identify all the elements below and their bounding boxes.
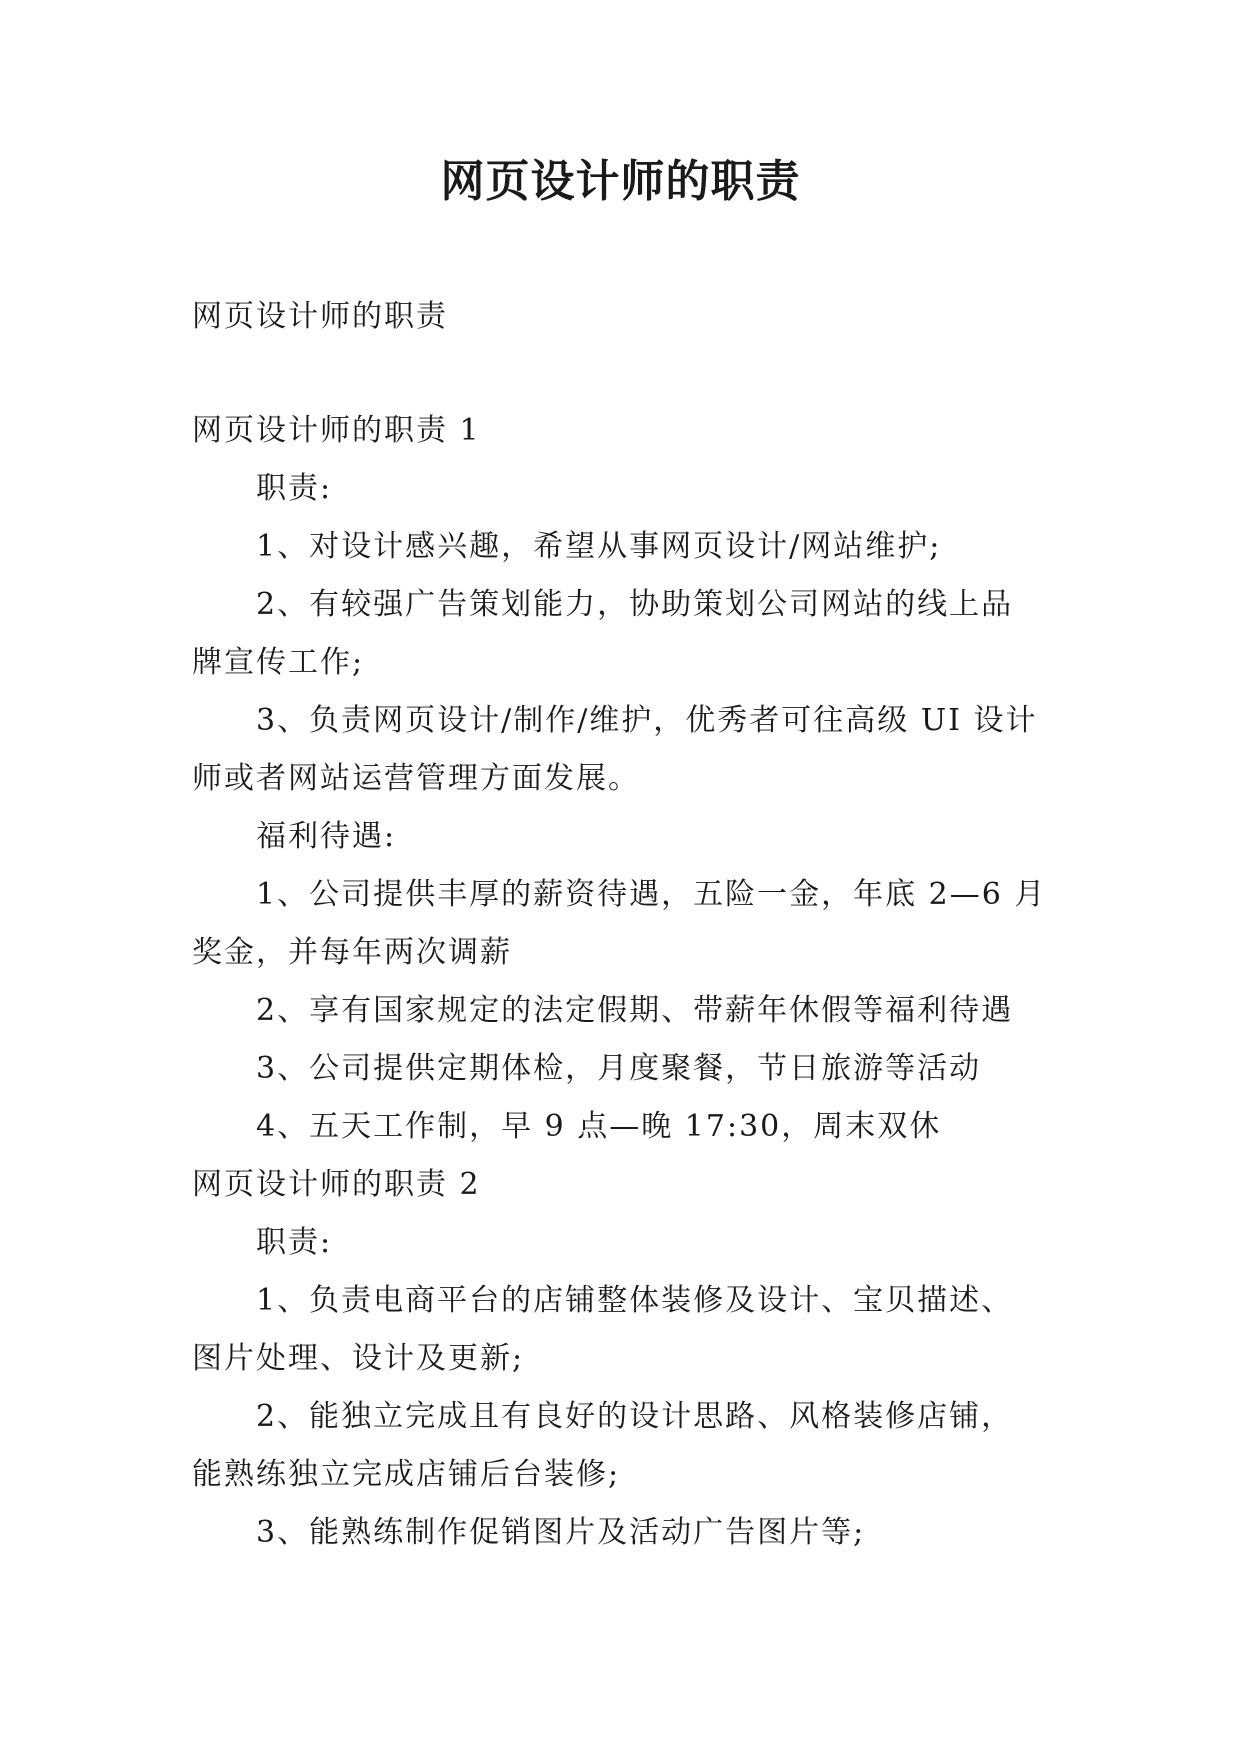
benefit-item: 1、公司提供丰厚的薪资待遇，五险一金，年底 2—6 月	[256, 877, 1047, 912]
duty-item: 3、能熟练制作促销图片及活动广告图片等;	[256, 1515, 866, 1550]
duty-item: 2、有较强广告策划能力，协助策划公司网站的线上品	[256, 587, 1014, 622]
duty-item: 3、负责网页设计/制作/维护，优秀者可往高级 UI 设计	[256, 703, 1038, 738]
benefit-item: 4、五天工作制，早 9 点—晚 17:30，周末双休	[256, 1109, 942, 1144]
section-heading-2: 网页设计师的职责 2	[192, 1167, 481, 1202]
duties-label: 职责:	[256, 471, 333, 506]
page-title: 网页设计师的职责	[440, 156, 801, 207]
duty-item-continuation: 能熟练独立完成店铺后台装修;	[192, 1457, 621, 1492]
document-subtitle: 网页设计师的职责	[192, 299, 448, 334]
benefit-item: 2、享有国家规定的法定假期、带薪年休假等福利待遇	[256, 993, 1014, 1028]
duty-item: 1、负责电商平台的店铺整体装修及设计、宝贝描述、	[256, 1283, 1014, 1318]
duties-label: 职责:	[256, 1225, 333, 1260]
duty-item: 1、对设计感兴趣，希望从事网页设计/网站维护;	[256, 529, 942, 564]
section-heading-1: 网页设计师的职责 1	[192, 413, 481, 448]
benefits-label: 福利待遇:	[256, 819, 397, 854]
duty-item-continuation: 牌宣传工作;	[192, 645, 365, 680]
duty-item-continuation: 师或者网站运营管理方面发展。	[192, 761, 640, 796]
duty-item: 2、能独立完成且有良好的设计思路、风格装修店铺，	[256, 1399, 1014, 1434]
duty-item-continuation: 图片处理、设计及更新;	[192, 1341, 525, 1376]
benefit-item: 3、公司提供定期体检，月度聚餐，节日旅游等活动	[256, 1051, 982, 1086]
benefit-item-continuation: 奖金，并每年两次调薪	[192, 935, 512, 970]
